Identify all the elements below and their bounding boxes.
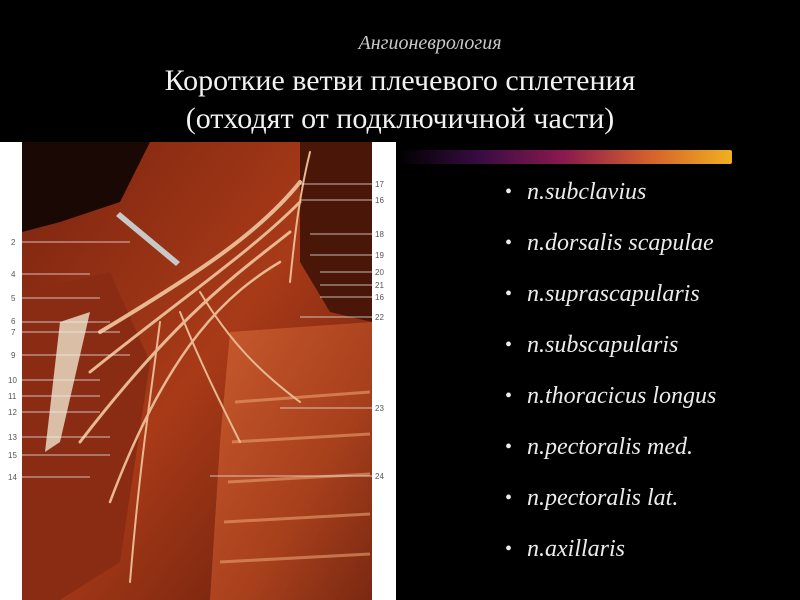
bullet-icon: • [505,334,513,356]
list-item [505,327,716,378]
bullet-icon: • [505,385,513,407]
title-line-1: Короткие ветви плечевого сплетения [164,64,636,97]
list-item [505,378,716,429]
gradient-bar [398,150,732,164]
bullet-icon: • [505,538,513,560]
list-item [505,531,716,582]
figure-label-13: 13 [8,433,17,442]
figure-label-6: 6 [11,317,16,326]
list-item-label: n.pectoralis med. [527,434,693,460]
figure-label-20: 20 [375,268,384,277]
figure-label-15: 15 [8,451,17,460]
figure-label-4: 4 [11,270,16,279]
figure-label-24: 24 [375,472,384,481]
figure-label-7: 7 [11,328,16,337]
list-item [505,276,716,327]
list-item [505,174,716,225]
list-item [505,225,716,276]
figure-label-14: 14 [8,473,17,482]
figure-label-22: 22 [375,313,384,322]
figure-label-21: 21 [375,281,384,290]
list-item-label: n.dorsalis scapulae [527,230,714,256]
figure-label-5: 5 [11,294,16,303]
list-item-label: n.subclavius [527,179,647,205]
anatomy-figure [0,142,396,600]
bullet-icon: • [505,232,513,254]
list-item-label: n.pectoralis lat. [527,485,679,511]
list-item [505,480,716,531]
figure-label-10: 10 [8,376,17,385]
slide-subtitle: Ангионеврология [358,32,502,54]
figure-label-16a: 16 [375,196,384,205]
list-item-label: n.suprascapularis [527,281,700,307]
bullet-icon: • [505,283,513,305]
list-item-label: n.thoracicus longus [527,383,717,409]
list-item [505,429,716,480]
figure-label-12: 12 [8,408,17,417]
anatomy-image [0,142,396,600]
figure-label-9: 9 [11,351,16,360]
nerve-list [505,174,716,582]
figure-label-2: 2 [11,238,16,247]
bullet-icon: • [505,181,513,203]
figure-label-18: 18 [375,230,384,239]
bullet-icon: • [505,436,513,458]
figure-label-16b: 16 [375,293,384,302]
figure-label-23: 23 [375,404,384,413]
title-line-2: (отходят от подключичной части) [185,102,615,135]
figure-label-11: 11 [8,392,17,401]
list-item-label: n.axillaris [527,536,626,562]
bullet-icon: • [505,487,513,509]
list-item-label: n.subscapularis [527,332,679,358]
slide-title [0,62,800,138]
figure-label-19: 19 [375,251,384,260]
figure-label-17: 17 [375,180,384,189]
